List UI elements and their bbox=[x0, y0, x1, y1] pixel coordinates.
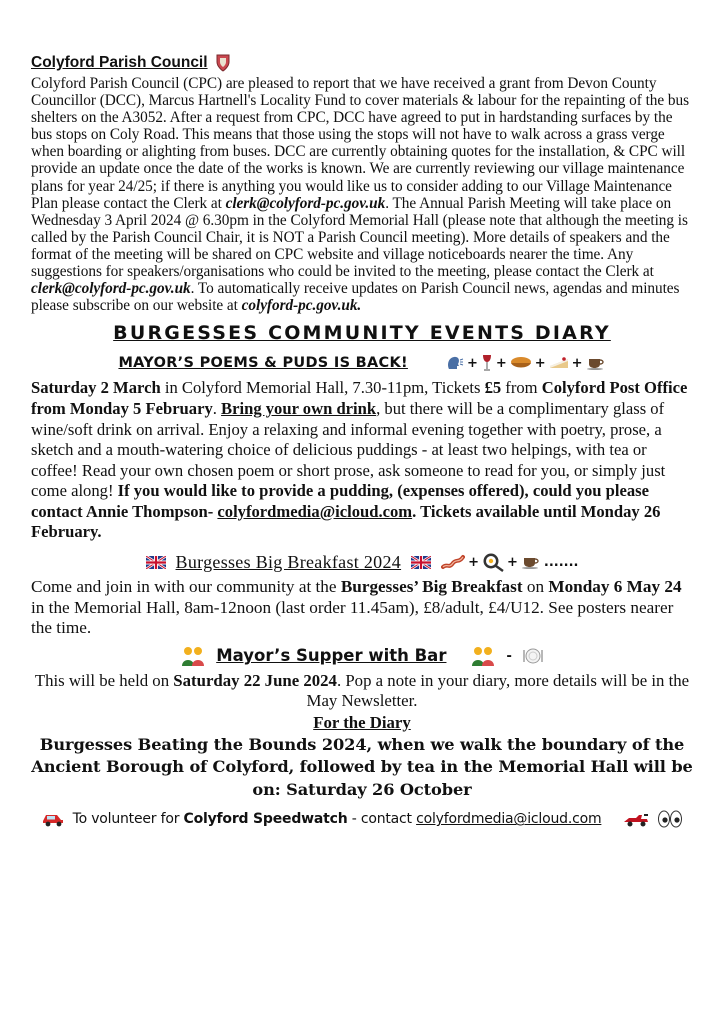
breakfast-heading bbox=[31, 547, 693, 577]
couple-icon bbox=[470, 645, 496, 667]
cake-icon bbox=[549, 356, 569, 370]
speedwatch-text-1: To volunteer for bbox=[72, 811, 184, 828]
speedwatch-text bbox=[73, 811, 602, 827]
event-text: from bbox=[501, 378, 542, 398]
cpc-website-link[interactable]: colyford-pc.gov.uk. bbox=[241, 297, 362, 315]
supper-text: This will be held on bbox=[34, 670, 174, 690]
plus-sign: + bbox=[468, 554, 479, 570]
beating-bounds-text: Burgesses Beating the Bounds 2024, when we walk the boundary of the Ancient Borough of Colyford, followed by tea in the Memorial Hall will be on: Saturday 26 October bbox=[31, 734, 693, 799]
dash-sign: - bbox=[506, 646, 512, 664]
event-text: , but there will be a complimentary glass of wine/soft drink on arrival. Enjoy a relaxing and informal evening together with poetry, prose, a sketch and a mouth-watering choice of delicious puddings - at least two helpings, with tea or coffee! Read your own chosen poem or short prose, ask someone to read for you, or simply just come along! bbox=[31, 398, 666, 501]
breakfast-date: Monday 6 May 24 bbox=[548, 577, 682, 597]
plate-icon bbox=[522, 647, 544, 665]
speedwatch-email-link[interactable]: colyfordmedia@icloud.com bbox=[416, 811, 602, 828]
event-text: . bbox=[212, 398, 222, 418]
bring-own-drink: Bring your own drink bbox=[221, 398, 377, 418]
breakfast-title: Burgesses Big Breakfast 2024 bbox=[175, 551, 402, 572]
breakfast-text: in the Memorial Hall, 8am-12noon (last order 11.45am), £8/adult, £4/U12. See posters nearer the time. bbox=[31, 597, 674, 638]
cpc-title: Colyford Parish Council bbox=[31, 54, 208, 71]
mayor-poems-paragraph bbox=[31, 378, 693, 543]
breakfast-text: on bbox=[522, 577, 549, 597]
coffee-cup-icon bbox=[586, 356, 606, 370]
breakfast-text: Come and join in with our community at the bbox=[31, 577, 341, 597]
cpc-heading bbox=[31, 52, 693, 74]
plus-sign: + bbox=[466, 355, 478, 371]
cpc-text-3: . To automatically receive updates on Parish Council news, agendas and minutes please subscribe on our website at bbox=[31, 280, 680, 315]
media-email-link[interactable]: colyfordmedia@icloud.com bbox=[217, 501, 413, 521]
supper-paragraph bbox=[31, 671, 693, 712]
ticket-price: £5 bbox=[484, 378, 502, 398]
speedwatch-text-2: - contact bbox=[347, 811, 417, 828]
speaking-head-icon bbox=[446, 355, 464, 371]
frying-egg-icon bbox=[482, 552, 504, 572]
cpc-text-1: Colyford Parish Council (CPC) are pleased to report that we have received a grant from Devon County Councillor (DCC), Marcus Hartnell's Locality Fund to cover materials & labour for the repainting of the bus shelters on the A3052. After a request from CPC, DCC have agreed to put in hardstanding surfaces by the bus stops on Coly Road. This means that those using the stops will not have to walk across a grass verge when boarding or alighting from buses. DCC are currently obtaining quotes for the installation, & CPC will provide an update once the date of the works is known. We are currently reviewing our village maintenance plans for year 24/25; if there is anything you would like us to consider adding to our Village Maintenance Plan please contact the Clerk at bbox=[31, 75, 689, 212]
ellipsis-dots: ....... bbox=[543, 554, 579, 570]
plus-sign: + bbox=[534, 355, 546, 371]
speedwatch-line bbox=[31, 805, 693, 833]
events-diary-title: BURGESSES COMMUNITY EVENTS DIARY bbox=[113, 322, 611, 345]
mayor-poems-title: MAYOR’S POEMS & PUDS IS BACK! bbox=[118, 355, 408, 372]
supper-heading bbox=[31, 641, 693, 671]
bacon-icon bbox=[441, 553, 465, 571]
mayor-poems-icons bbox=[446, 354, 606, 372]
breakfast-name: Burgesses’ Big Breakfast bbox=[340, 577, 523, 597]
couple-icon bbox=[180, 645, 206, 667]
pudding-request: If you would like to provide a pudding, (expenses offered), could you please contact Annie Thompson- bbox=[31, 481, 649, 521]
plus-sign: + bbox=[506, 554, 518, 570]
breakfast-icons bbox=[441, 552, 578, 572]
event-text: . Tickets available until bbox=[412, 501, 581, 521]
event-text: in Colyford Memorial Hall, 7.30-11pm, Tickets bbox=[160, 378, 485, 398]
supper-text: . Pop a note in your diary, more details will be in the May Newsletter. bbox=[306, 670, 690, 711]
wine-glass-icon bbox=[481, 354, 493, 372]
mayor-poems-heading bbox=[31, 348, 693, 378]
newsletter-page bbox=[31, 52, 693, 833]
red-car-icon bbox=[41, 811, 65, 827]
union-flag-icon bbox=[146, 556, 166, 569]
tickets-until-date: Monday 26 February. bbox=[31, 501, 661, 542]
clerk-email-2[interactable]: clerk@colyford-pc.gov.uk bbox=[31, 280, 191, 298]
clerk-email-1[interactable]: clerk@colyford-pc.gov.uk bbox=[225, 194, 386, 212]
supper-title: Mayor’s Supper with Bar bbox=[216, 646, 447, 666]
event-date: Saturday 2 March bbox=[31, 378, 161, 398]
eyes-icon bbox=[657, 810, 683, 828]
plus-sign: + bbox=[495, 355, 507, 371]
cpc-text-2: . The Annual Parish Meeting will take place on Wednesday 3 April 2024 @ 6.30pm in the Colyford Memorial Hall (please note that although the meeting is called by the Parish Council Chair, it is NOT a Parish Council meeting). More details of speakers and the format of the meeting will be shared on CPC website and village noticeboards nearer the time. Any suggestions for speakers/organisations who could be invited to the meeting, please contact the Clerk at bbox=[31, 194, 688, 281]
racing-car-icon bbox=[623, 811, 649, 827]
union-flag-icon bbox=[411, 556, 431, 569]
supper-date: Saturday 22 June 2024 bbox=[173, 670, 337, 690]
plus-sign: + bbox=[571, 355, 583, 371]
for-the-diary-heading: For the Diary bbox=[313, 712, 411, 732]
speedwatch-name: Colyford Speedwatch bbox=[183, 811, 348, 828]
pie-icon bbox=[510, 356, 532, 370]
coffee-cup-icon bbox=[521, 555, 541, 569]
breakfast-paragraph bbox=[31, 577, 693, 639]
cpc-paragraph bbox=[31, 75, 693, 314]
shield-icon bbox=[216, 54, 230, 72]
post-office-date: Colyford Post Office from Monday 5 February bbox=[31, 378, 688, 418]
